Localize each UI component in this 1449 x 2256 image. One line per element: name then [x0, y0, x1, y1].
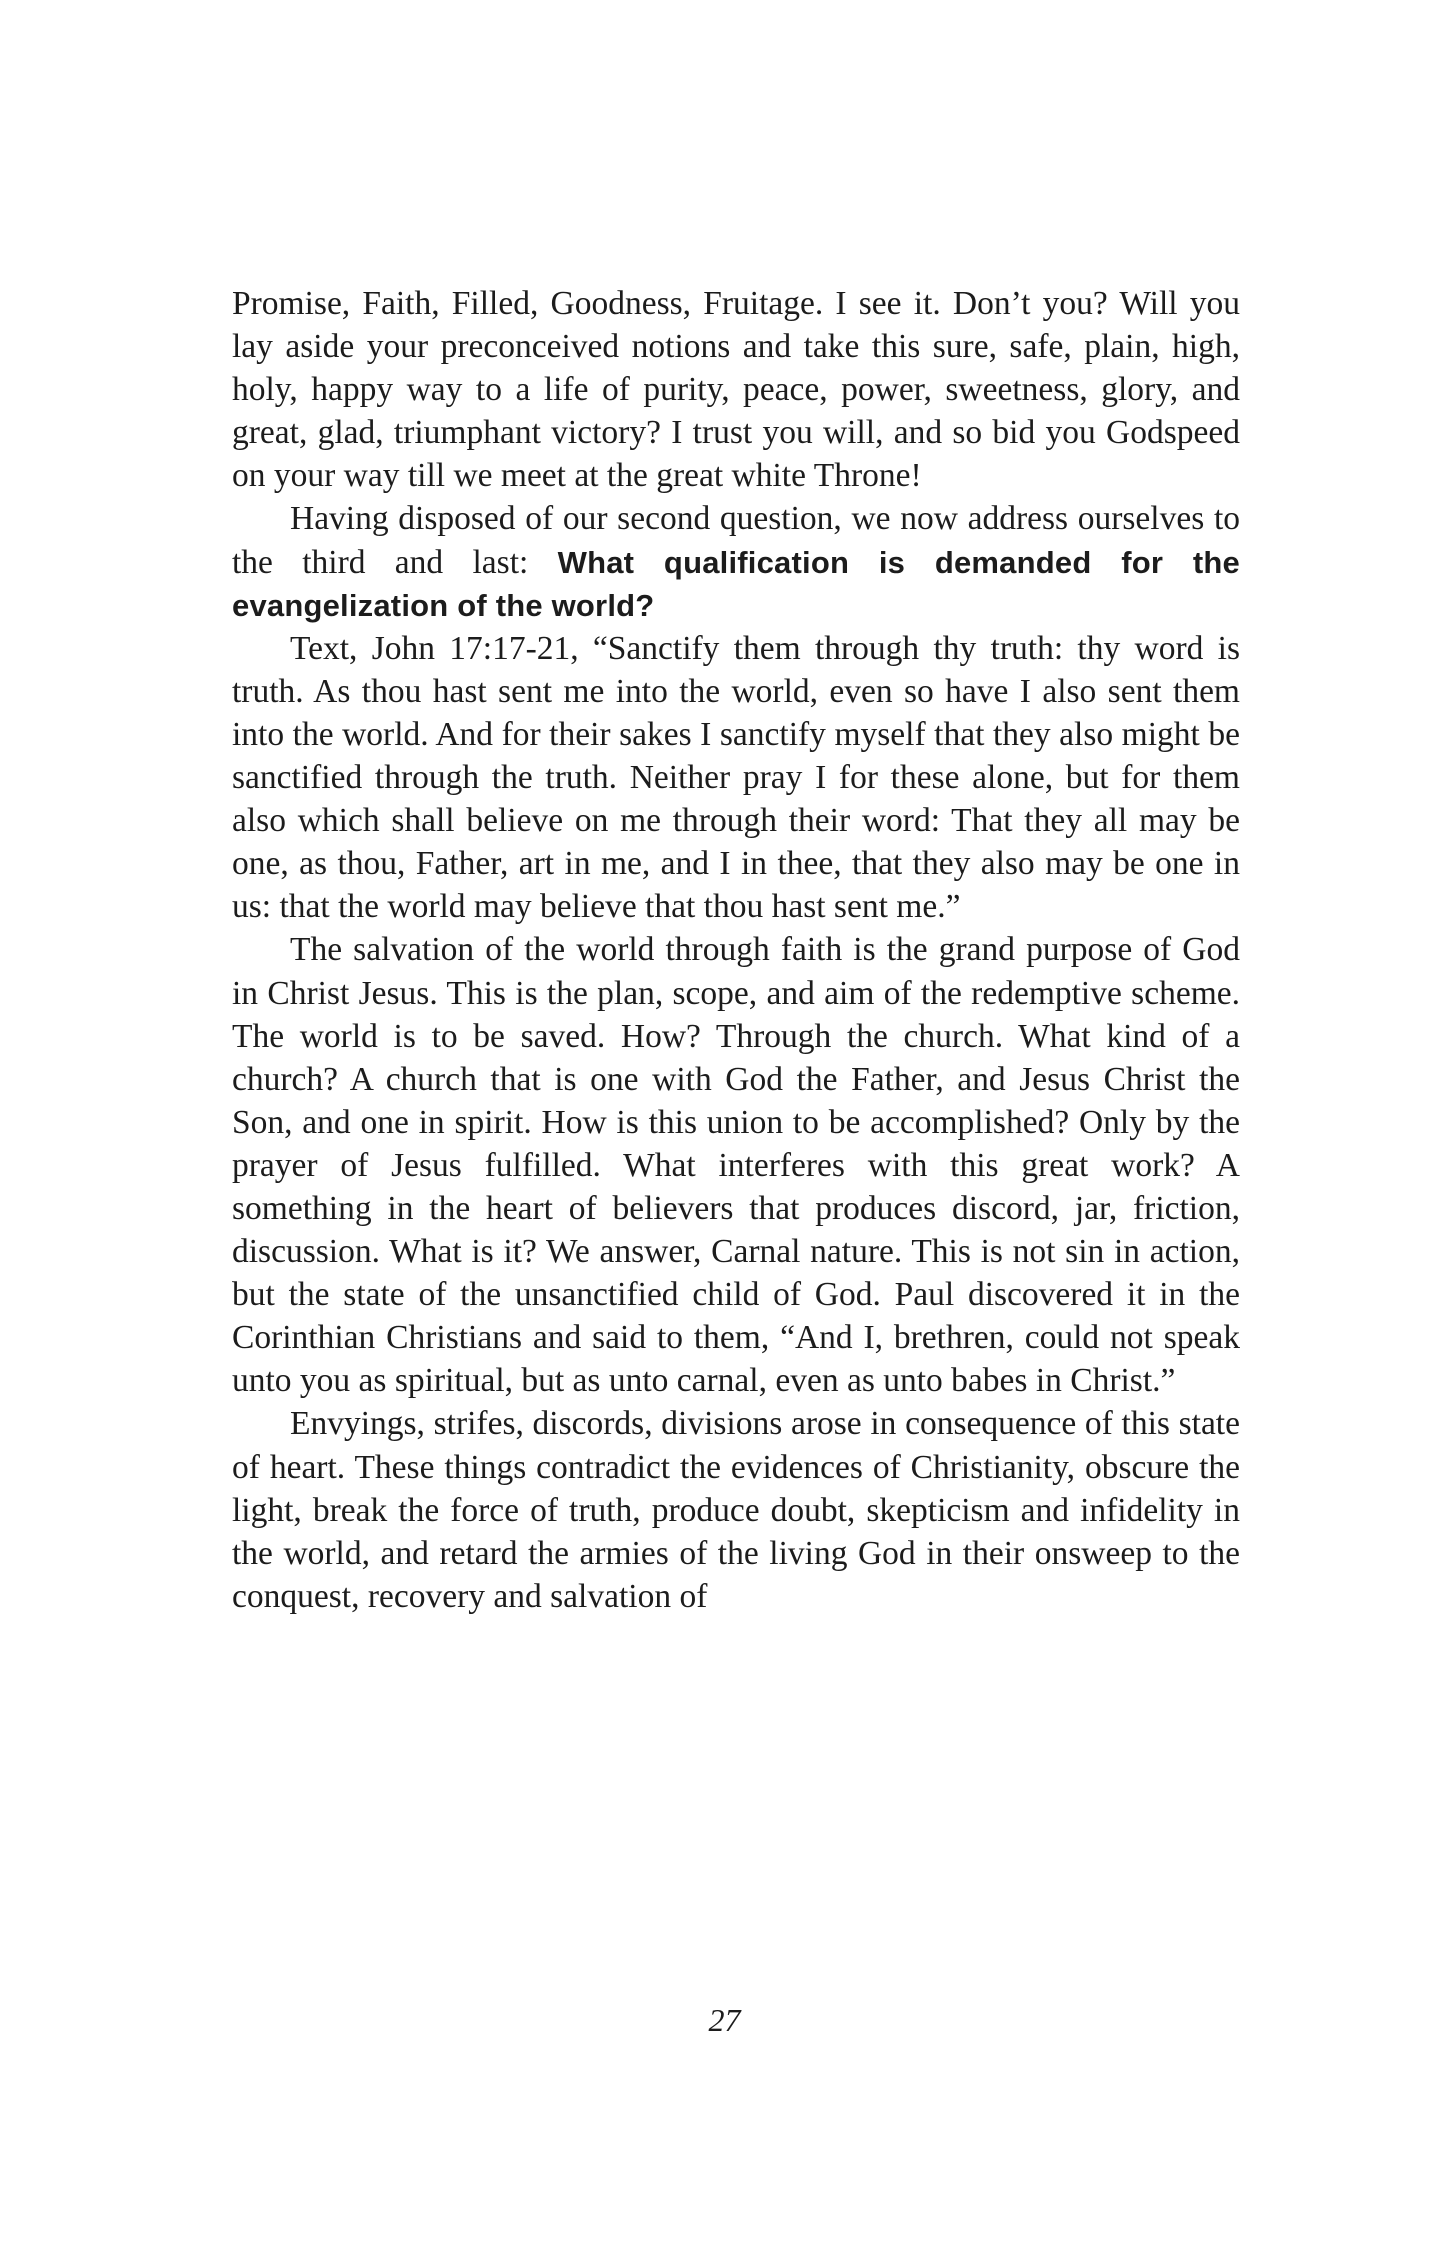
paragraph-scripture-text: Text, John 17:17-21, “Sanctify them through thy truth: thy word is truth. As thou hast sent me into the world, even so have I also sent them into the world. And for their sakes I sanctify myself that they also might be sanctified through the truth. Neither pray I for these alone, but for them also which shall believe on me through their word: That they all may be one, as thou, Father, art in me, and I in thee, that they also may be one in us: that the world may believe that thou hast sent me.” — [232, 629, 1240, 926]
paragraph-salvation: The salvation of the world through faith is the grand purpose of God in Christ Jesus. This is the plan, scope, and aim of the redemptive scheme. The world is to be saved. How? Through the church. What kind of a church? A church that is one with God the Father, and Jesus Christ the Son, and one in spirit. How is this union to be accomplished? Only by the prayer of Jesus fulfilled. What interferes with this great work? A something in the heart of believers that produces discord, jar, friction, discussion. What is it? We answer, Carnal nature. This is not sin in action, but the state of the unsanctified child of God. Paul discovered it in the Corinthian Christians and said to them, “And I, brethren, could not speak unto you as spiritual, but as unto carnal, even as unto babes in Christ.” — [232, 931, 1240, 1400]
paragraph-envyings: Envyings, strifes, discords, divisions arose in consequence of this state of heart. These things contradict the evidences of Christianity, obscure the light, break the force of truth, produce doubt, skepticism and infidelity in the world, and retard the armies of the living God in their onsweep to the conquest, recovery and salvation of — [232, 1405, 1240, 1615]
question-heading: What qualification is demanded for the evangelization of the world? — [232, 544, 1240, 623]
page-number: 27 — [708, 2002, 741, 2038]
paragraph-continued: Promise, Faith, Filled, Goodness, Fruitage. I see it. Don’t you? Will you lay aside your preconceived notions and take this sure, safe, plain, high, holy, happy way to a life of purity, peace, power, sweetness, glory, and great, glad, triumphant victory? I trust you will, and so bid you Godspeed on your way till we meet at the great white Throne! — [232, 285, 1240, 495]
paragraph-third-question — [232, 497, 1240, 626]
paragraph-text: Having disposed of our second question, we now address ourselves to the third and last: — [232, 500, 1240, 581]
body-text — [232, 282, 1240, 1618]
